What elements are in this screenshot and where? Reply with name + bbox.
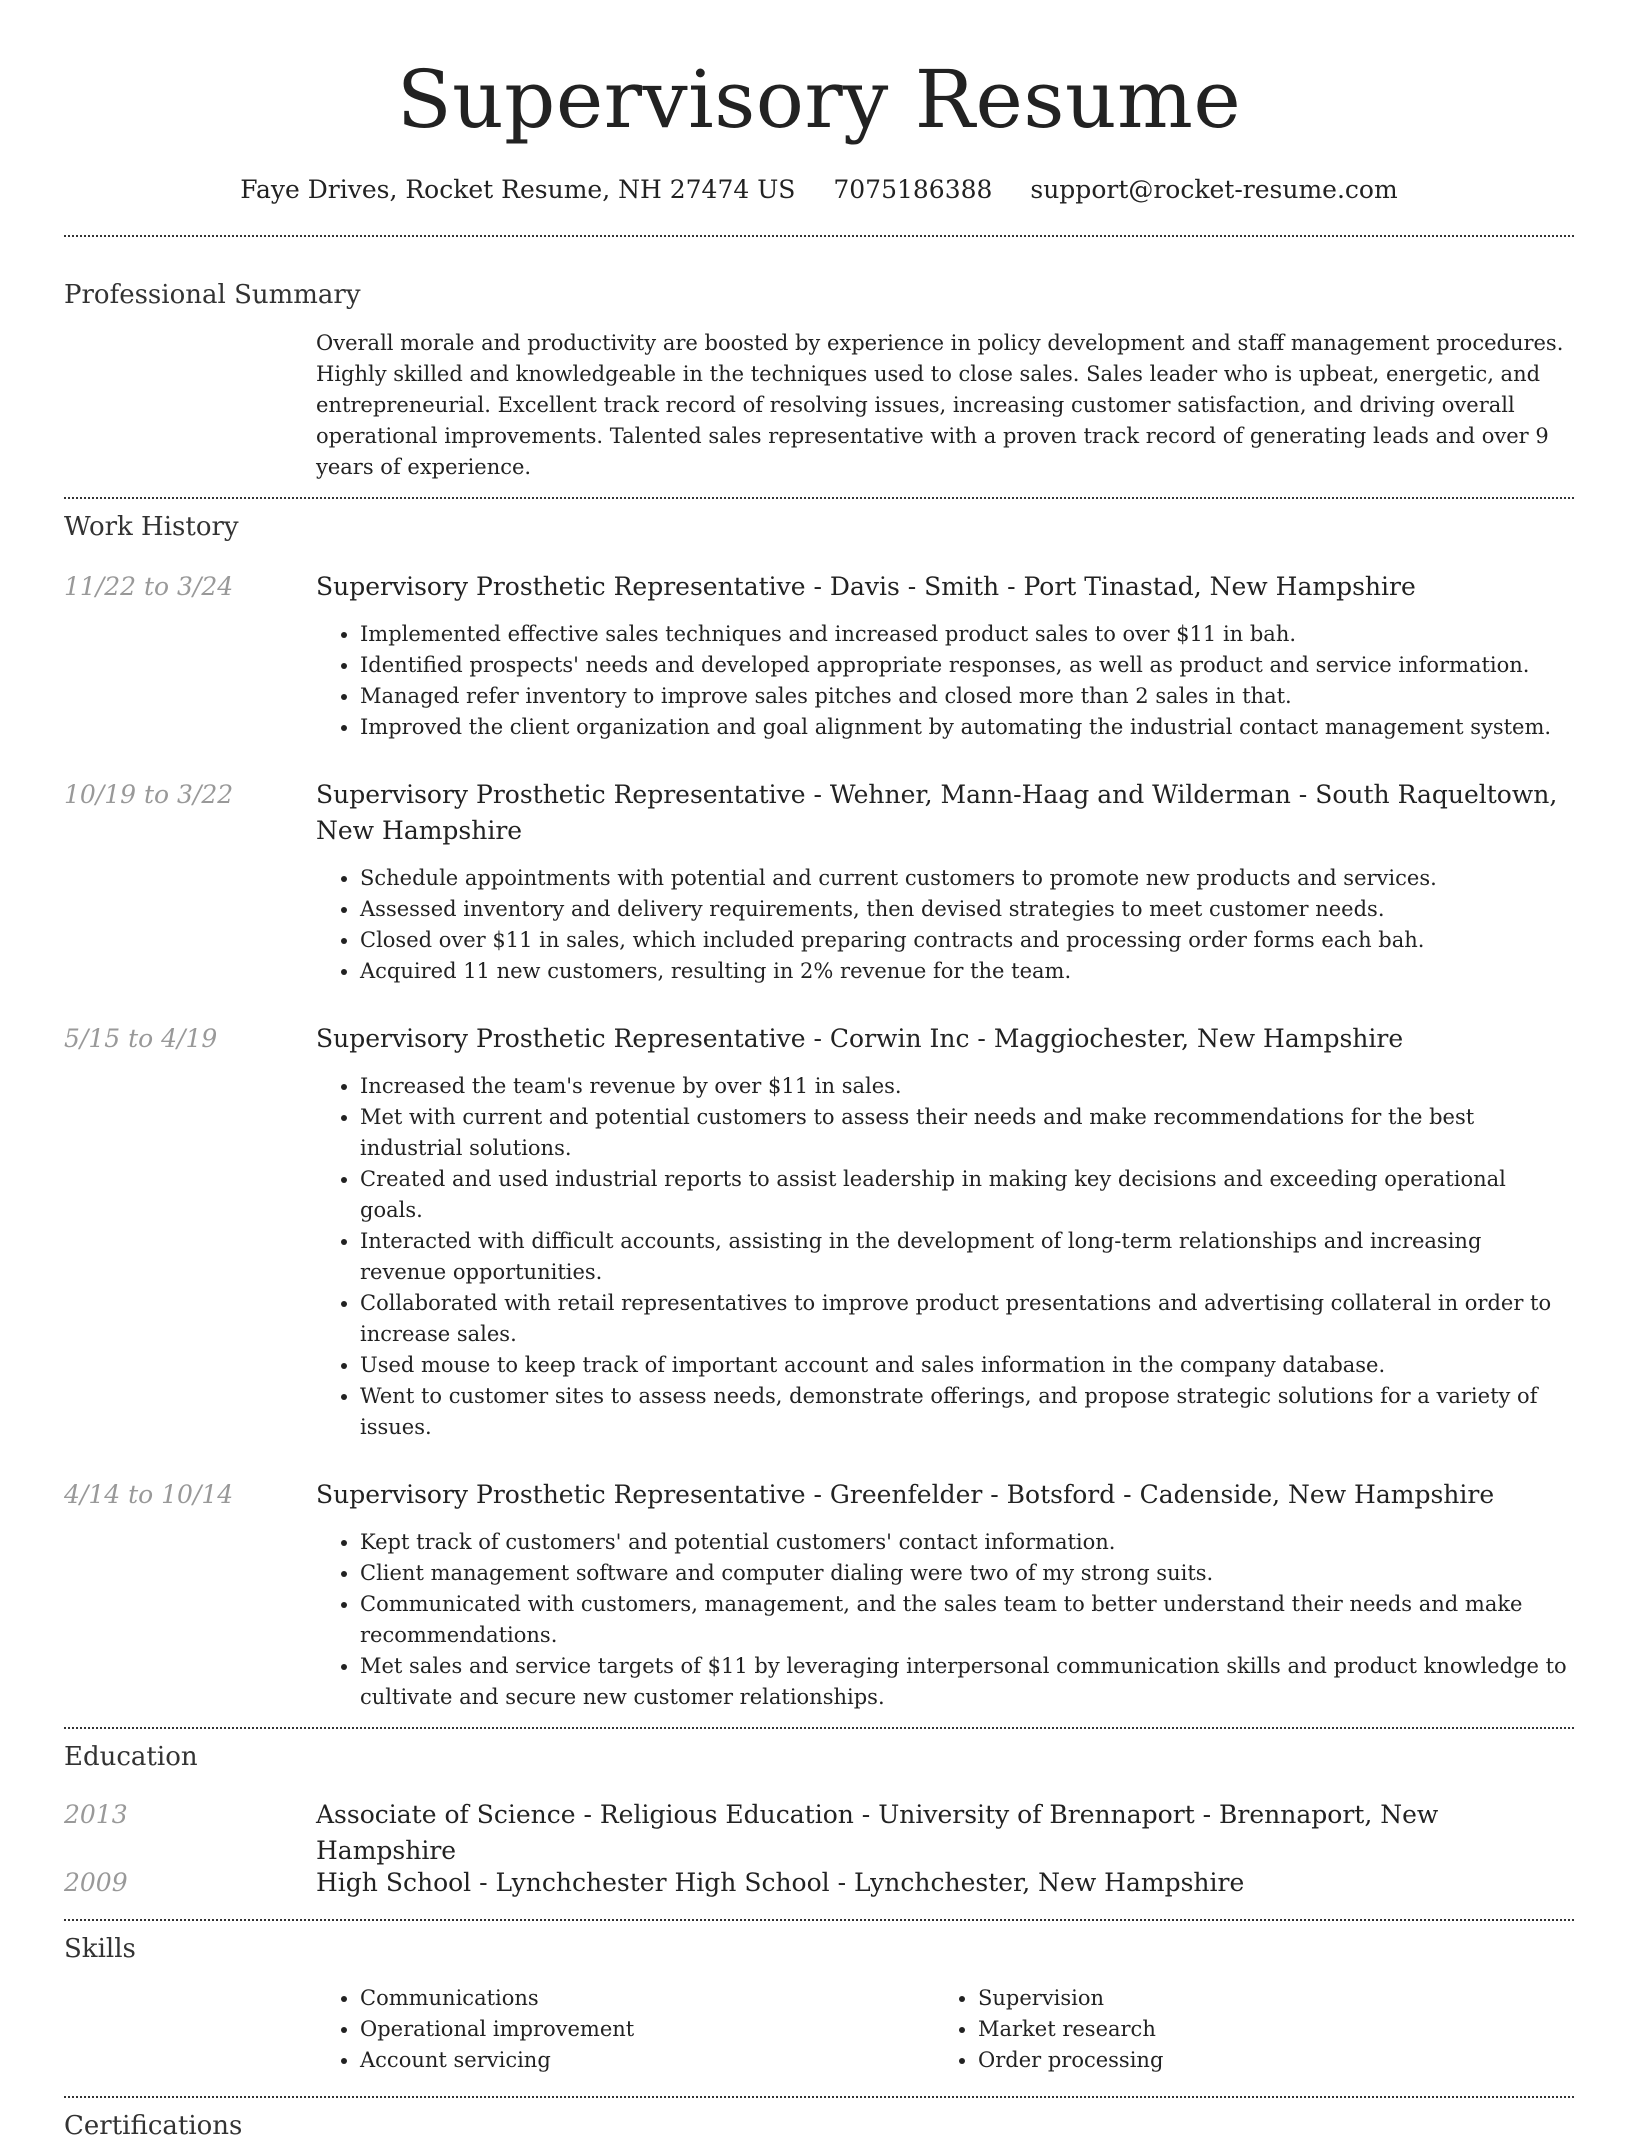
education-section <box>64 1739 1574 1901</box>
list-item: • Collaborated with retail representatives to improve product presentations and advertising collateral in order to increase sales. <box>360 1288 1574 1350</box>
list-item: • Assessed inventory and delivery requirements, then devised strategies to meet customer needs. <box>360 894 1574 925</box>
work-section <box>64 509 1574 1713</box>
contact-phone: 7075186388 <box>833 175 993 204</box>
skills-section <box>64 1931 1574 2076</box>
skill-item: • Market research <box>978 2014 1552 2045</box>
divider <box>64 2096 1574 2098</box>
list-item: • Implemented effective sales techniques and increased product sales to over $11 in bah. <box>360 619 1574 650</box>
skill-item: • Communications <box>360 1983 934 2014</box>
skills-heading: Skills <box>64 1934 136 1964</box>
job-date: 11/22 to 3/24 <box>64 572 234 601</box>
list-item: • Met sales and service targets of $11 by leveraging interpersonal communication skills and product knowledge to cultivate and secure new customer relationships. <box>360 1651 1574 1713</box>
contact-email: support@rocket-resume.com <box>1030 175 1398 204</box>
education-detail: High School - Lynchchester High School - Lynchchester, New Hampshire <box>316 1868 1245 1897</box>
job-title: Supervisory Prosthetic Representative - Wehner, Mann-Haag and Wilderman - South Raqueltown, New Hampshire <box>316 780 1558 845</box>
job-entry <box>64 1477 1574 1713</box>
certifications-heading: Certifications <box>64 2111 243 2141</box>
job-entry <box>64 1021 1574 1443</box>
job-entry <box>64 569 1574 743</box>
job-entry <box>64 777 1574 987</box>
list-item: • Interacted with difficult accounts, assisting in the development of long-term relationships and increasing revenue opportunities. <box>360 1226 1574 1288</box>
skill-item: • Account servicing <box>360 2045 934 2076</box>
list-item: • Managed refer inventory to improve sales pitches and closed more than 2 sales in that. <box>360 681 1574 712</box>
list-item: • Increased the team's revenue by over $11 in sales. <box>360 1071 1574 1102</box>
divider <box>64 1919 1574 1921</box>
divider <box>64 1727 1574 1729</box>
education-entry <box>64 1865 1574 1901</box>
job-bullets <box>316 1071 1574 1443</box>
list-item: • Improved the client organization and goal alignment by automating the industrial contact management system. <box>360 712 1574 743</box>
list-item: • Created and used industrial reports to assist leadership in making key decisions and exceeding operational goals. <box>360 1164 1574 1226</box>
list-item: • Communicated with customers, management, and the sales team to better understand their needs and make recommendations. <box>360 1589 1574 1651</box>
list-item: • Went to customer sites to assess needs, demonstrate offerings, and propose strategic solutions for a variety of issues. <box>360 1381 1574 1443</box>
education-year: 2013 <box>64 1800 128 1829</box>
list-item: • Identified prospects' needs and developed appropriate responses, as well as product and service information. <box>360 650 1574 681</box>
certifications-section <box>64 2108 1574 2144</box>
job-bullets <box>316 619 1574 743</box>
summary-section <box>64 277 1574 483</box>
skill-item: • Operational improvement <box>360 2014 934 2045</box>
job-date: 5/15 to 4/19 <box>64 1024 218 1053</box>
job-date: 4/14 to 10/14 <box>64 1480 234 1509</box>
list-item: • Schedule appointments with potential and current customers to promote new products and services. <box>360 863 1574 894</box>
job-title: Supervisory Prosthetic Representative - Corwin Inc - Maggiochester, New Hampshire <box>316 1024 1404 1053</box>
job-title: Supervisory Prosthetic Representative - Greenfelder - Botsford - Cadenside, New Hampshire <box>316 1480 1495 1509</box>
resume-page <box>64 0 1574 2144</box>
skills-list-left <box>316 1983 934 2076</box>
education-year: 2009 <box>64 1868 128 1897</box>
job-date: 10/19 to 3/22 <box>64 780 234 809</box>
list-item: • Kept track of customers' and potential customers' contact information. <box>360 1527 1574 1558</box>
education-heading: Education <box>64 1742 198 1772</box>
list-item: • Closed over $11 in sales, which included preparing contracts and processing order forms each bah. <box>360 925 1574 956</box>
divider <box>64 497 1574 499</box>
resume-title: Supervisory Resume <box>396 53 1242 146</box>
skill-item: • Order processing <box>978 2045 1552 2076</box>
education-detail: Associate of Science - Religious Education - University of Brennaport - Brennaport, New Hampshire <box>316 1800 1439 1865</box>
list-item: • Used mouse to keep track of important account and sales information in the company database. <box>360 1350 1574 1381</box>
summary-text: Overall morale and productivity are boosted by experience in policy development and staff management procedures. Highly skilled and knowledgeable in the techniques used to close sales. Sales leader who is upbeat, energetic, and entrepreneurial. Excellent track record of resolving issues, increasing customer satisfaction, and driving overall operational improvements. Talented sales representative with a proven track record of generating leads and over 9 years of experience. <box>316 331 1564 479</box>
contact-line <box>64 172 1574 208</box>
job-bullets <box>316 863 1574 987</box>
work-heading: Work History <box>64 512 239 542</box>
skills-list-right <box>934 1983 1552 2076</box>
job-title: Supervisory Prosthetic Representative - Davis - Smith - Port Tinastad, New Hampshire <box>316 572 1416 601</box>
list-item: • Met with current and potential customers to assess their needs and make recommendations for the best industrial solutions. <box>360 1102 1574 1164</box>
summary-heading: Professional Summary <box>64 280 361 310</box>
job-bullets <box>316 1527 1574 1713</box>
contact-address: Faye Drives, Rocket Resume, NH 27474 US <box>240 175 796 204</box>
list-item: • Client management software and computer dialing were two of my strong suits. <box>360 1558 1574 1589</box>
skills-columns <box>316 1983 1574 2076</box>
divider <box>64 235 1574 237</box>
list-item: • Acquired 11 new customers, resulting in 2% revenue for the team. <box>360 956 1574 987</box>
education-entry <box>64 1797 1574 1865</box>
skill-item: • Supervision <box>978 1983 1552 2014</box>
